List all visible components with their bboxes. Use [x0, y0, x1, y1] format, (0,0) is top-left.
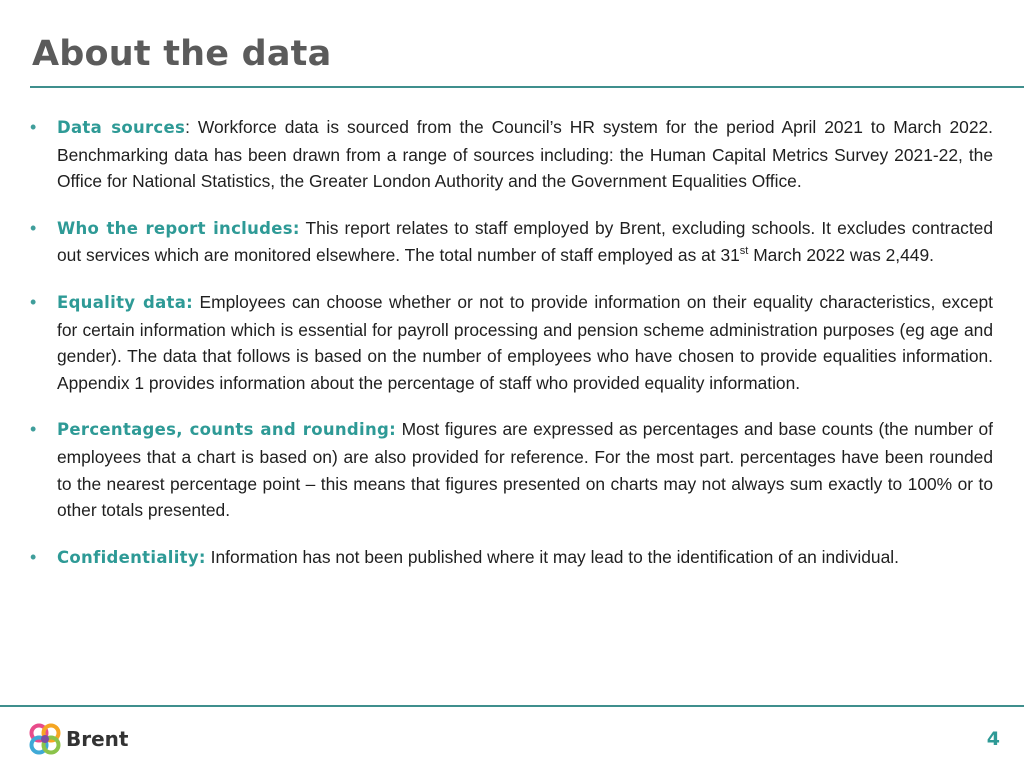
item-text-end: March 2022 was 2,449.: [748, 245, 934, 266]
bullet-icon: •: [30, 546, 37, 567]
page-number: 4: [986, 728, 1000, 750]
bullet-icon: •: [30, 117, 37, 137]
list-item-data-sources: [30, 114, 993, 195]
bullet-list: [30, 114, 993, 591]
item-heading: Equality data:: [57, 292, 194, 312]
bullet-icon: •: [30, 217, 37, 238]
ordinal-suffix: st: [739, 245, 749, 258]
item-heading: Percentages, counts and rounding:: [57, 420, 397, 440]
item-heading: Who the report includes:: [57, 218, 300, 238]
item-heading: Confidentiality:: [57, 547, 206, 567]
brent-logo: [28, 722, 128, 756]
bullet-icon: •: [30, 419, 37, 440]
item-text: This report relates to staff employed by Brent, excluding schools. It excludes contracted out services which are monitored elsewhere. The total number of staff employed as at 31: [57, 217, 993, 266]
list-item-confidentiality: [30, 544, 993, 572]
brent-logo-icon: [28, 722, 62, 756]
page-title: About the data: [32, 34, 332, 74]
item-text: : Workforce data is sourced from the Council’s HR system for the period April 2021 to March 2022. Benchmarking data has been drawn from a range of sources including: the Human Capital Metrics Survey 2021-22, the Office for National Statistics, the Greater London Authority and the Government Equalities Office.: [57, 117, 994, 192]
footer-divider: [0, 705, 1024, 707]
item-text: Employees can choose whether or not to provide information on their equality characteristics, except for certain information which is essential for payroll processing and pension scheme administration purposes (eg age and gender). The data that follows is based on the number of employees who have chosen to provide equalities information. Appendix 1 provides information about the percentage of staff who provided equality information.: [57, 291, 993, 393]
logo-text: Brent: [66, 727, 129, 751]
item-text: Most figures are expressed as percentages and base counts (the number of employees that a chart is based on) are also provided for reference. For the most part. percentages have been rounded to the nearest percentage point – this means that figures presented on charts may not always sum exactly to 100% or to other totals presented.: [57, 419, 994, 521]
title-divider: [30, 86, 1024, 88]
list-item-equality-data: [30, 289, 993, 396]
list-item-who-included: [30, 215, 993, 269]
item-heading: Data sources: [57, 118, 186, 137]
list-item-percentages: [30, 416, 993, 523]
item-text: Information has not been published where it may lead to the identification of an individual.: [205, 546, 899, 567]
bullet-icon: •: [30, 291, 37, 312]
